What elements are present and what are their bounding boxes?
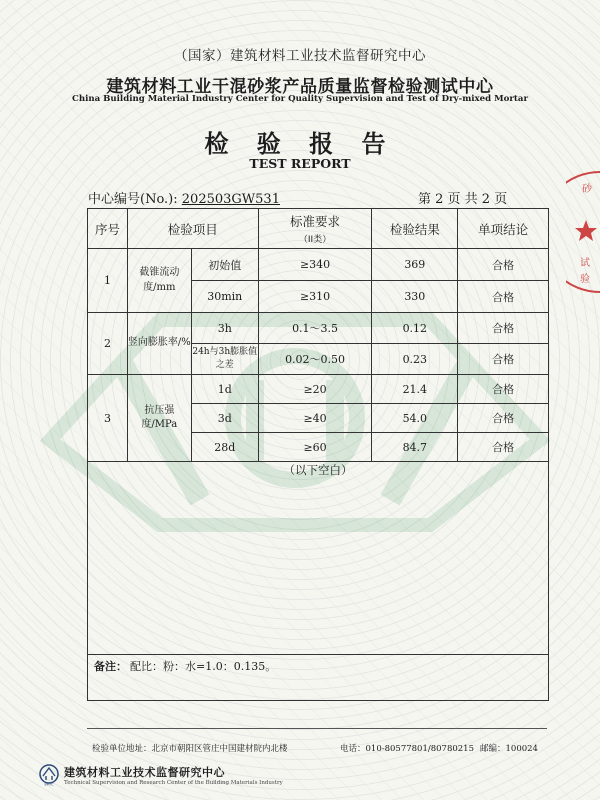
test-item: 竖向膨胀率/%	[127, 313, 191, 375]
header-no: 序号	[88, 209, 128, 249]
result: 21.4	[372, 375, 458, 404]
page-indicator: 第 2 页 共 2 页	[418, 192, 508, 207]
remarks-label: 备注：	[94, 660, 127, 673]
requirement: ≥40	[258, 404, 372, 433]
header-requirement-label: 标准要求	[290, 214, 341, 229]
requirement: ≥20	[258, 375, 372, 404]
red-seal-stamp	[566, 168, 600, 296]
requirement: 0.02～0.50	[258, 344, 372, 375]
row-no: 3	[88, 375, 128, 462]
result: 84.7	[372, 433, 458, 462]
conclusion: 合格	[458, 433, 549, 462]
result: 330	[372, 281, 458, 313]
blank-below-note: （以下空白）	[283, 463, 353, 477]
svg-text:验: 验	[580, 274, 590, 285]
report-number	[88, 188, 280, 207]
header-conclusion: 单项结论	[458, 209, 549, 249]
table-header-row	[88, 209, 549, 249]
sub-item: 3d	[191, 404, 258, 433]
result: 369	[372, 249, 458, 281]
sub-item: 28d	[191, 433, 258, 462]
row-no: 2	[88, 313, 128, 375]
conclusion: 合格	[458, 344, 549, 375]
test-results-table	[87, 208, 549, 462]
header-requirement	[258, 209, 372, 249]
footer-org-name: 建筑材料工业技术监督研究中心	[64, 766, 225, 779]
requirement: ≥60	[258, 433, 372, 462]
institute-name: （国家）建筑材料工业技术监督研究中心	[174, 48, 426, 64]
result: 0.12	[372, 313, 458, 344]
center-name: 建筑材料工业干混砂浆产品质量监督检验测试中心	[106, 77, 494, 97]
result: 0.23	[372, 344, 458, 375]
conclusion: 合格	[458, 404, 549, 433]
remarks-box	[87, 654, 549, 701]
svg-text:砂: 砂	[582, 184, 592, 195]
requirement: 0.1～3.5	[258, 313, 372, 344]
test-item: 抗压强度/MPa	[127, 375, 191, 462]
header-requirement-class: （II类）	[298, 235, 332, 245]
conclusion: 合格	[458, 375, 549, 404]
table-row	[88, 375, 549, 404]
requirement: ≥310	[258, 281, 372, 313]
row-no: 1	[88, 249, 128, 313]
footer-divider	[87, 728, 547, 729]
blank-area	[87, 454, 549, 655]
footer-postcode: 邮编：100024	[480, 744, 538, 754]
test-item: 截锥流动度/mm	[127, 249, 191, 313]
svg-text:试: 试	[580, 258, 590, 269]
sub-item: 1d	[191, 375, 258, 404]
requirement: ≥340	[258, 249, 372, 281]
result: 54.0	[372, 404, 458, 433]
center-logo-icon	[38, 764, 60, 786]
sub-item: 初始值	[191, 249, 258, 281]
conclusion: 合格	[458, 249, 549, 281]
sub-item: 3h	[191, 313, 258, 344]
conclusion: 合格	[458, 281, 549, 313]
logo-text: BMTC	[44, 782, 54, 786]
header-item: 检验项目	[127, 209, 258, 249]
footer-phone: 电话：010-80577801/80780215	[340, 744, 474, 754]
sub-item: 24h与3h膨胀值之差	[191, 344, 258, 375]
report-title: 检 验 报 告	[204, 130, 396, 158]
sub-item: 30min	[191, 281, 258, 313]
header-result: 检验结果	[372, 209, 458, 249]
report-title-en: TEST REPORT	[249, 156, 351, 171]
table-row	[88, 249, 549, 281]
remarks-text: 配比：粉：水=1.0：0.135。	[130, 660, 277, 673]
report-number-label: 中心编号(No.):	[88, 192, 178, 207]
report-number-value: 202503GW531	[181, 192, 280, 207]
center-name-en: China Building Material Industry Center for Quality Supervision and Test of Dry-mixed Mortar	[72, 94, 528, 104]
footer-org-subtitle: Technical Supervision and Research Center of the Building Materials Industry	[64, 780, 283, 786]
footer-address: 检验单位地址：北京市朝阳区管庄中国建材院内北楼	[92, 744, 288, 754]
table-row	[88, 313, 549, 344]
conclusion: 合格	[458, 313, 549, 344]
